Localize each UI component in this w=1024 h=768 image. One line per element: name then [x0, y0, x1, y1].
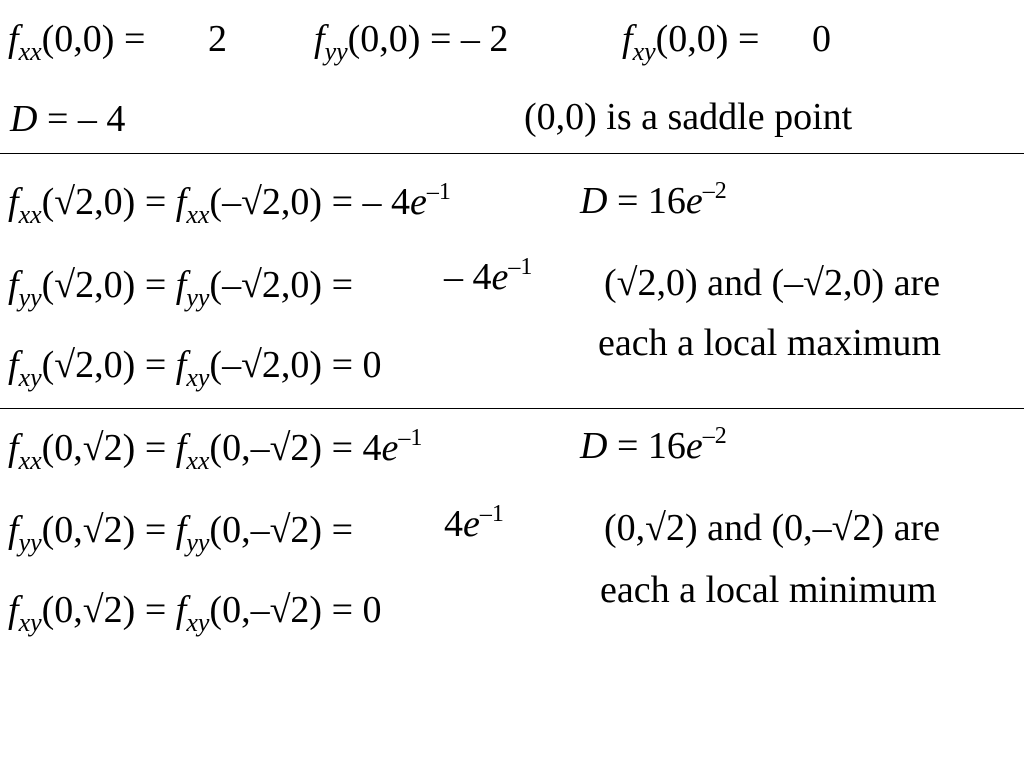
e-symbol: e: [491, 256, 509, 298]
s3-fyy-expression: [8, 509, 354, 557]
discriminant-symbol: D: [580, 425, 608, 467]
argument: (0,0) =: [655, 18, 760, 60]
e-symbol: e: [410, 181, 427, 223]
value: 0: [812, 18, 831, 60]
discriminant-symbol: D: [580, 180, 608, 222]
section-divider: [0, 408, 1024, 409]
discriminant-value: = 16: [607, 425, 686, 467]
discriminant-value: = – 4: [37, 98, 126, 140]
function-symbol: f: [8, 589, 19, 631]
argument: (–√2,0) = 0: [209, 344, 382, 386]
argument: (0,√2) =: [41, 589, 176, 631]
function-symbol: f: [8, 18, 19, 60]
e-symbol: e: [685, 425, 703, 467]
function-symbol: f: [8, 264, 19, 306]
function-symbol: f: [8, 344, 19, 386]
exponent: –1: [508, 254, 533, 280]
subscript: yy: [18, 528, 42, 557]
subscript: xy: [632, 37, 656, 66]
exponent: –1: [479, 501, 504, 527]
section-divider: [0, 153, 1024, 154]
conclusion-text: (0,√2) and (0,–√2) are: [604, 507, 941, 549]
discriminant-symbol: D: [10, 98, 38, 140]
argument: (0,0) =: [41, 18, 146, 60]
subscript: xx: [18, 446, 42, 475]
s3-fxx-expression: [8, 425, 423, 475]
argument: (–√2,0) =: [209, 264, 354, 306]
s1-fxx-expression: [8, 18, 146, 66]
subscript: xx: [186, 200, 210, 229]
subscript: yy: [324, 37, 348, 66]
function-symbol: f: [8, 181, 19, 223]
function-symbol: f: [622, 18, 633, 60]
exponent: –1: [398, 425, 423, 451]
function-symbol: f: [175, 344, 187, 386]
conclusion-text: (0,0) is a saddle point: [524, 96, 853, 138]
subscript: xy: [186, 363, 210, 392]
conclusion-text: each a local minimum: [600, 569, 937, 611]
conclusion-text: (√2,0) and (–√2,0) are: [604, 262, 941, 304]
function-symbol: f: [314, 18, 325, 60]
s1-fyy-expression: [314, 18, 509, 66]
argument: (√2,0) =: [41, 264, 176, 306]
function-symbol: f: [175, 509, 187, 551]
e-symbol: e: [685, 180, 703, 222]
s2-conclusion-line-2: [598, 324, 941, 362]
function-symbol: f: [175, 264, 187, 306]
s2-discriminant: [580, 178, 727, 222]
s1-fxy-expression: [622, 18, 760, 66]
value: – 4: [444, 256, 492, 298]
subscript: xy: [18, 363, 42, 392]
subscript: xx: [18, 200, 42, 229]
s3-conclusion-line-2: [600, 571, 937, 609]
exponent: –2: [702, 423, 727, 449]
argument: (–√2,0) = – 4: [209, 181, 411, 223]
subscript: yy: [18, 283, 42, 312]
s2-fxy-expression: [8, 344, 382, 392]
function-symbol: f: [8, 427, 19, 469]
function-symbol: f: [175, 181, 187, 223]
s2-fyy-expression: [8, 264, 354, 312]
argument: (√2,0) =: [41, 344, 176, 386]
argument: (0,√2) =: [41, 427, 176, 469]
s1-fxx-value: [208, 20, 227, 58]
s3-fyy-value: [444, 501, 504, 545]
subscript: xx: [186, 446, 210, 475]
exponent: –1: [426, 179, 451, 205]
s2-fyy-value: [444, 254, 533, 298]
argument: (0,0) = – 2: [347, 18, 509, 60]
function-symbol: f: [175, 589, 187, 631]
subscript: xy: [18, 608, 42, 637]
s2-fxx-expression: [8, 179, 451, 229]
argument: (0,–√2) = 4: [209, 427, 382, 469]
argument: (√2,0) =: [41, 181, 176, 223]
subscript: xx: [18, 37, 42, 66]
value: 4: [444, 503, 463, 545]
discriminant-value: = 16: [607, 180, 686, 222]
subscript: yy: [186, 283, 210, 312]
function-symbol: f: [175, 427, 187, 469]
e-symbol: e: [381, 427, 399, 469]
value: 2: [208, 18, 227, 60]
e-symbol: e: [463, 503, 480, 545]
s3-fxy-expression: [8, 589, 382, 637]
s3-conclusion-line-1: [604, 509, 940, 547]
subscript: yy: [186, 528, 210, 557]
argument: (0,√2) =: [41, 509, 176, 551]
exponent: –2: [702, 178, 727, 204]
s1-fxy-value: [812, 20, 831, 58]
argument: (0,–√2) = 0: [209, 589, 382, 631]
s2-conclusion-line-1: [604, 264, 940, 302]
s1-discriminant: [10, 100, 125, 138]
function-symbol: f: [8, 509, 19, 551]
s1-conclusion: [524, 98, 852, 136]
s3-discriminant: [580, 423, 727, 467]
conclusion-text: each a local maximum: [598, 322, 941, 364]
subscript: xy: [186, 608, 210, 637]
argument: (0,–√2) =: [209, 509, 354, 551]
